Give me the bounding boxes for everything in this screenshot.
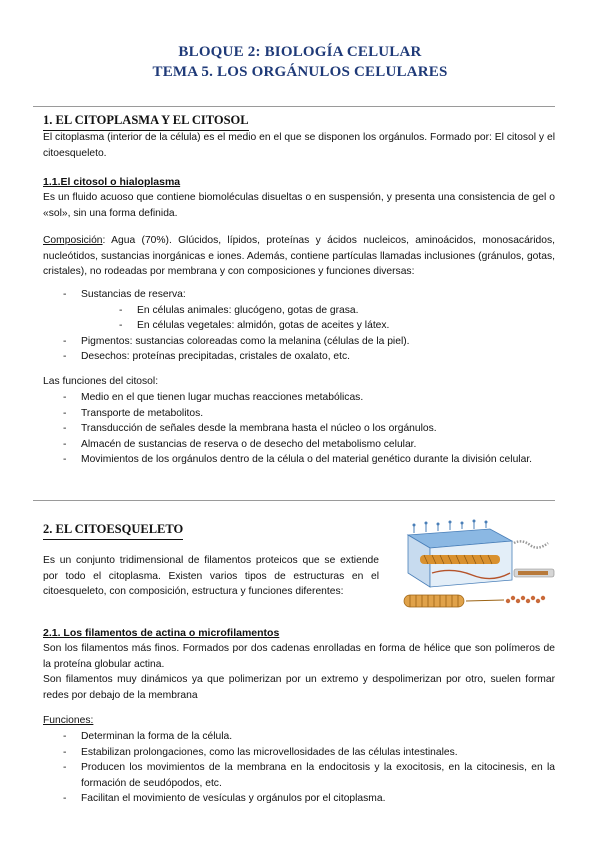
list-item [63, 421, 555, 437]
list-item-text: En células animales: glucógeno, gotas de grasa. [137, 304, 359, 316]
subsection-2-1-heading: 2.1. Los filamentos de actina o microfilamentos [43, 627, 280, 639]
list-item [63, 745, 555, 761]
list-item [63, 406, 555, 422]
list-item-text: Transporte de metabolitos. [81, 407, 204, 419]
list-item [63, 729, 555, 745]
subsection-1-1-heading: 1.1.El citosol o hialoplasma [43, 176, 181, 188]
section-1-heading-text: 1. EL CITOPLASMA Y EL CITOSOL [43, 113, 249, 127]
list-item [81, 318, 555, 334]
actin-paragraph-2: Son filamentos muy dinámicos ya que polimerizan por un extremo y despolimerizan por otro, suelen formar redes por debajo de la membrana [43, 674, 555, 701]
list-item-text: Desechos: proteínas precipitadas, cristales de oxalato, etc. [81, 351, 351, 363]
list-item-text: Medio en el que tienen lugar muchas reacciones metabólicas. [81, 392, 364, 403]
section-2-intro: Es un conjunto tridimensional de filamentos proteicos que se extiende por todo el citoplasma. Existen varios tipos de estructuras en el citoesqueleto, con composición, estructura y funciones diferentes: [43, 555, 379, 598]
list-item [63, 760, 555, 791]
subsection-1-1-text: Es un fluido acuoso que contiene biomoléculas disueltas o en suspensión, y presenta una consistencia de gel o «sol», sin una forma definida. [43, 192, 555, 219]
actin-functions-label-text: Funciones: [43, 715, 94, 726]
list-item-text: Transducción de señales desde la membrana hasta el núcleo o los orgánulos. [81, 423, 437, 435]
topic-title: TEMA 5. LOS ORGÁNULOS CELULARES [152, 64, 448, 80]
list-item [63, 437, 555, 453]
citosol-functions-list [63, 390, 555, 468]
list-item-text: Movimientos de los orgánulos dentro de la célula o del material genético durante la división celular. [81, 454, 533, 466]
list-item-text: Determinan la forma de la célula. [81, 731, 233, 742]
block-title: BLOQUE 2: BIOLOGÍA CELULAR [178, 44, 422, 60]
list-item-text: Almacén de sustancias de reserva o de desecho del metabolismo celular. [81, 438, 417, 450]
list-item [63, 452, 555, 468]
actin-functions-label [43, 713, 555, 729]
composition-paragraph [43, 233, 555, 280]
list-item-text: Producen los movimientos de la membrana en la endocitosis y la exocitosis, en la citocinesis, en la formación de seudópodos, etc. [81, 762, 555, 789]
list-item [63, 287, 555, 334]
actin-paragraph-1: Son los filamentos más finos. Formados por dos cadenas enrolladas en forma de hélice que son polímeros de la proteína globular actina. [43, 643, 555, 670]
list-item [63, 349, 555, 365]
list-item-text: Facilitan el movimiento de vesículas y orgánulos por el citoplasma. [81, 793, 386, 805]
inclusions-list [63, 287, 555, 365]
section-1-intro: El citoplasma (interior de la célula) es el medio en el que se disponen los orgánulos. Formado por: El citosol y el citoesqueleto. [43, 132, 555, 159]
section-1-heading [43, 113, 249, 128]
list-item-text: Estabilizan prolongaciones, como las microvellosidades de las células intestinales. [81, 746, 458, 758]
list-item-text: En células vegetales: almidón, gotas de aceites y látex. [137, 320, 390, 332]
list-item [63, 390, 555, 406]
list-item [81, 303, 555, 319]
actin-functions-list [63, 729, 555, 807]
list-item [63, 334, 555, 350]
section-2-heading [43, 522, 183, 537]
list-item-text: Sustancias de reserva: [81, 289, 186, 300]
citosol-functions-title: Las funciones del citosol: [43, 376, 159, 387]
divider [33, 500, 555, 501]
list-item-text: Pigmentos: sustancias coloreadas como la melanina (células de la piel). [81, 335, 410, 347]
composition-text: : Agua (70%). Glúcidos, lípidos, proteínas y ácidos nucleicos, aminoácidos, monosacáridos, nucleótidos, sustancias inorgánicas e iones. Además, contiene partículas llamadas inclusiones (gránulos, gotas, cristales), no rodeadas por membrana y con composiciones y funciones diversas: [43, 235, 555, 278]
list-item [63, 791, 555, 807]
section-2-heading-text: 2. EL CITOESQUELETO [43, 522, 184, 536]
composition-label: Composición [43, 235, 103, 246]
cytoskeleton-illustration [402, 515, 557, 615]
divider [33, 106, 555, 107]
